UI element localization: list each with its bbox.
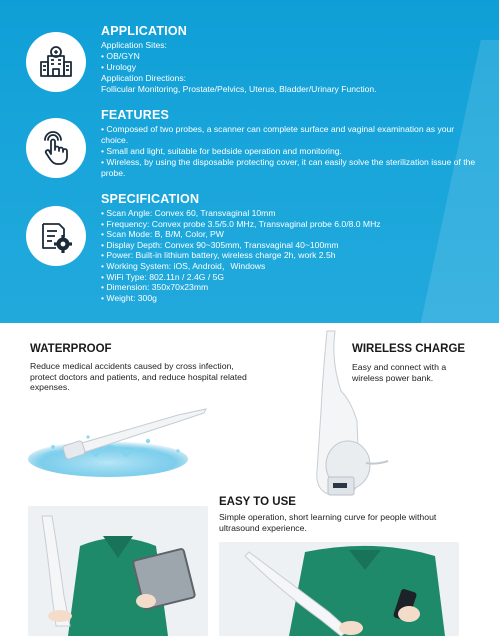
specification-line: • Display Depth: Convex 90~305mm, Transvaginal 40~100mm (101, 239, 339, 250)
application-line: Follicular Monitoring, Prostate/Pelvics, Uterus, Bladder/Urinary Function. (101, 84, 377, 94)
application-line: Application Sites: (101, 40, 167, 50)
specification-title: SPECIFICATION (101, 192, 200, 206)
application-title: APPLICATION (101, 24, 187, 38)
touch-hand-icon (26, 118, 86, 178)
specification-line: • Scan Mode: B, B/M, Color, PW (101, 229, 224, 240)
features-line: • Wireless, by using the disposable protecting cover, it can easily solve the sterilization issue of the probe. (101, 157, 476, 178)
application-body (101, 40, 486, 95)
features-title: FEATURES (101, 108, 170, 122)
wireless-charge-title: WIRELESS CHARGE (352, 343, 466, 355)
specification-line: • Frequency: Convex probe 3.5/5.0 MHz, Transvaginal probe 6.0/8.0 MHz (101, 218, 381, 229)
hospital-icon (26, 32, 86, 92)
application-line: • Urology (101, 62, 137, 72)
specification-line: • Working System: iOS, Android，Windows (101, 260, 266, 271)
easy-to-use-text: Simple operation, short learning curve for people without ultrasound experience. (219, 512, 437, 533)
waterproof-title: WATERPROOF (30, 343, 112, 355)
wireless-charging-probe-image (300, 325, 390, 505)
application-line: Application Directions: (101, 73, 187, 83)
features-line: • Small and light, suitable for bedside operation and monitoring. (101, 146, 342, 156)
doctor-tablet-photo (28, 506, 208, 636)
specification-line: • Scan Angle: Convex 60, Transvaginal 10mm (101, 208, 276, 218)
specification-line: • Weight: 300g (101, 292, 157, 303)
specification-line: • WiFi Type: 802.11n / 2.4G / 5G (101, 271, 225, 282)
application-line: • OB/GYN (101, 51, 140, 61)
features-line: • Composed of two probes, a scanner can complete surface and vaginal examination as your choice. (101, 124, 455, 145)
specification-line: • Power: Built-in lithium battery, wireless charge 2h, work 2.5h (101, 250, 336, 261)
waterproof-text: Reduce medical accidents caused by cross infection, protect doctors and patients, and reduce hospital related expenses. (30, 361, 247, 393)
specification-line: • Dimension: 350x70x23mm (101, 282, 209, 293)
features-body (101, 124, 476, 179)
specification-body (101, 208, 486, 303)
document-gear-icon (26, 206, 86, 266)
water-splash-probe-image (28, 407, 208, 477)
easy-to-use-title: EASY TO USE (219, 496, 296, 508)
doctor-phone-photo (219, 542, 459, 636)
wireless-charge-text: Easy and connect with a wireless power bank. (352, 362, 447, 383)
product-showcase (0, 323, 499, 640)
